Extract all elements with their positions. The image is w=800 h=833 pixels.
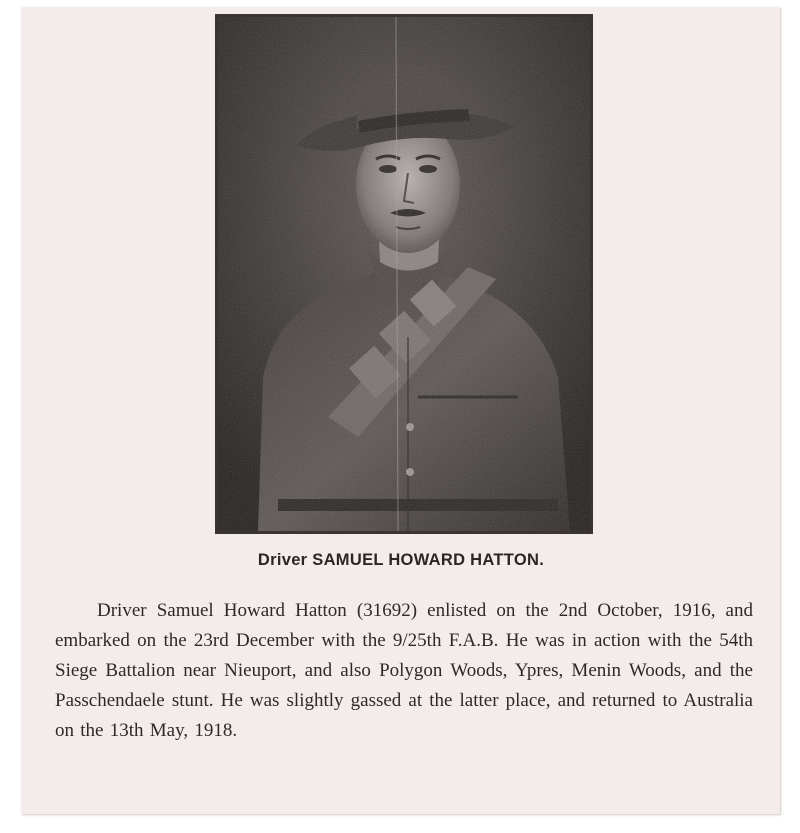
biography-paragraph bbox=[55, 596, 753, 746]
soldier-portrait-illustration bbox=[218, 17, 590, 531]
newspaper-clipping bbox=[22, 8, 781, 815]
soldier-portrait-photo bbox=[215, 14, 593, 534]
portrait-caption: Driver SAMUEL HOWARD HATTON. bbox=[257, 551, 545, 569]
biography-text: Driver Samuel Howard Hatton (31692) enlisted on the 2nd October, 1916, and embarked on the 23rd December with the 9/25th F.A.B. He was in action with the 54th Siege Battalion near Nieuport, and also Polygon Woods, Ypres, Menin Woods, and the Passchendaele stunt. He was slightly gassed at the latter place, and returned to Australia on the 13th May, 1918. bbox=[55, 600, 753, 741]
